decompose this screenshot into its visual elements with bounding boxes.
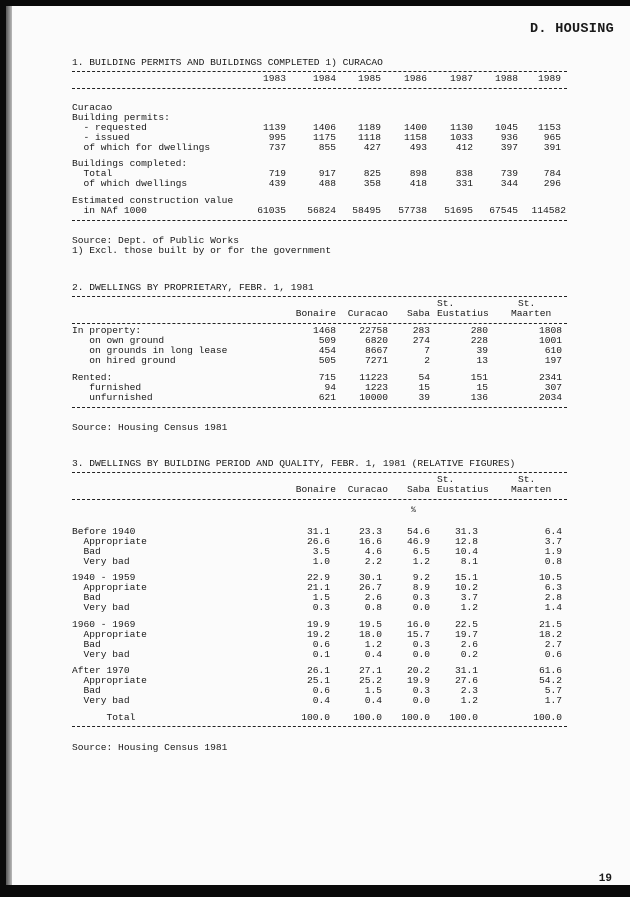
row-label: After 1970 [72, 665, 130, 676]
row-label: of which dwellings [72, 178, 188, 189]
cell: 0.0 [412, 649, 430, 660]
col-header: Maarten [511, 484, 552, 495]
cell: 19.5 [358, 619, 382, 630]
source-note: Source: Dept. of Public Works [72, 235, 239, 246]
cell: 280 [470, 325, 488, 336]
cell: 51695 [444, 205, 473, 216]
cell: 439 [268, 178, 286, 189]
cell: 2.8 [544, 592, 562, 603]
cell: 296 [543, 178, 561, 189]
cell: 25.1 [306, 675, 330, 686]
cell: 22.5 [454, 619, 478, 630]
col-header: 1989 [537, 73, 561, 84]
cell: 10.2 [454, 582, 478, 593]
col-header: 1984 [312, 73, 336, 84]
row-label: Very bad [72, 556, 130, 567]
cell: 2.3 [460, 685, 478, 696]
cell: 621 [318, 392, 336, 403]
cell: 1118 [357, 132, 381, 143]
cell: 100.0 [401, 712, 430, 723]
divider [72, 472, 567, 473]
cell: 0.3 [412, 592, 430, 603]
cell: 3.5 [312, 546, 330, 557]
cell: 1139 [262, 122, 286, 133]
source-note: Source: Housing Census 1981 [72, 742, 228, 753]
row-label: on hired ground [72, 355, 176, 366]
col-header: Bonaire [295, 484, 336, 495]
cell: 6.4 [544, 526, 562, 537]
cell: 1175 [312, 132, 336, 143]
cell: 493 [409, 142, 427, 153]
cell: 7 [424, 345, 430, 356]
cell: 2341 [538, 372, 562, 383]
cell: 1158 [403, 132, 427, 143]
cell: 61.6 [538, 665, 562, 676]
row-label: - requested [72, 122, 147, 133]
cell: 1406 [312, 122, 336, 133]
cell: 228 [470, 335, 488, 346]
group-label: Curacao [72, 102, 113, 113]
cell: 39 [418, 392, 430, 403]
cell: 0.3 [412, 639, 430, 650]
col-header: 1983 [262, 73, 286, 84]
row-label: Very bad [72, 649, 130, 660]
cell: 838 [455, 168, 473, 179]
cell: 27.1 [358, 665, 382, 676]
cell: 16.6 [358, 536, 382, 547]
cell: 784 [543, 168, 561, 179]
col-header: St. [518, 298, 536, 309]
cell: 283 [412, 325, 430, 336]
cell: 391 [543, 142, 561, 153]
row-label: Total [72, 168, 113, 179]
col-header: Saba [406, 484, 430, 495]
col-header: 1985 [357, 73, 381, 84]
row-label: 1960 - 1969 [72, 619, 136, 630]
cell: 0.4 [312, 695, 330, 706]
cell: 1.4 [544, 602, 562, 613]
cell: 1223 [364, 382, 388, 393]
cell: 8667 [364, 345, 388, 356]
group-label: Building permits: [72, 112, 170, 123]
cell: 1.0 [312, 556, 330, 567]
cell: 0.6 [544, 649, 562, 660]
col-header: St. [518, 474, 536, 485]
cell: 20.2 [406, 665, 430, 676]
cell: 12.8 [454, 536, 478, 547]
cell: 61035 [257, 205, 286, 216]
table-row [6, 393, 630, 403]
cell: 19.9 [306, 619, 330, 630]
cell: 454 [318, 345, 336, 356]
cell: 1.5 [312, 592, 330, 603]
cell: 10000 [359, 392, 388, 403]
cell: 412 [455, 142, 473, 153]
cell: 610 [544, 345, 562, 356]
cell: 31.1 [306, 526, 330, 537]
cell: 1189 [357, 122, 381, 133]
table-row [6, 557, 630, 567]
cell: 151 [470, 372, 488, 383]
cell: 67545 [489, 205, 518, 216]
cell: 1045 [494, 122, 518, 133]
row-label: - issued [72, 132, 130, 143]
row-label: Bad [72, 592, 101, 603]
cell: 1.7 [544, 695, 562, 706]
cell: 2.6 [460, 639, 478, 650]
cell: 22758 [359, 325, 388, 336]
table-row [6, 696, 630, 706]
row-label: 1940 - 1959 [72, 572, 136, 583]
cell: 2.2 [364, 556, 382, 567]
cell: 39 [476, 345, 488, 356]
divider [72, 499, 567, 500]
cell: 8.1 [460, 556, 478, 567]
row-label: Bad [72, 639, 101, 650]
col-header: St. [437, 298, 455, 309]
cell: 397 [500, 142, 518, 153]
table-row [6, 603, 630, 613]
cell: 100.0 [533, 712, 562, 723]
cell: 1153 [537, 122, 561, 133]
cell: 15.1 [454, 572, 478, 583]
cell: 8.9 [412, 582, 430, 593]
cell: 1001 [538, 335, 562, 346]
cell: 1.9 [544, 546, 562, 557]
cell: 0.1 [312, 649, 330, 660]
col-header: Maarten [511, 308, 552, 319]
row-label: In property: [72, 325, 142, 336]
cell: 936 [500, 132, 518, 143]
divider [72, 220, 567, 221]
cell: 0.6 [312, 639, 330, 650]
cell: 2.6 [364, 592, 382, 603]
cell: 15.7 [406, 629, 430, 640]
table-row [6, 650, 630, 660]
cell: 19.7 [454, 629, 478, 640]
row-label: Appropriate [72, 582, 147, 593]
cell: 1.2 [412, 556, 430, 567]
col-header: 1986 [403, 73, 427, 84]
cell: 18.0 [358, 629, 382, 640]
cell: 719 [268, 168, 286, 179]
cell: 13 [476, 355, 488, 366]
row-label: Before 1940 [72, 526, 136, 537]
cell: 15 [418, 382, 430, 393]
cell: 1.2 [460, 602, 478, 613]
table1-title: 1. BUILDING PERMITS AND BUILDINGS COMPLETED 1) CURACAO [72, 57, 383, 68]
row-label: furnished [72, 382, 142, 393]
row-label: Very bad [72, 695, 130, 706]
cell: 3.7 [544, 536, 562, 547]
col-header: Eustatius [437, 484, 489, 495]
footnote: 1) Excl. those built by or for the government [72, 245, 332, 256]
row-label: in NAf 1000 [72, 205, 147, 216]
cell: 58495 [352, 205, 381, 216]
cell: 9.2 [412, 572, 430, 583]
cell: 0.6 [312, 685, 330, 696]
cell: 488 [318, 178, 336, 189]
cell: 5.7 [544, 685, 562, 696]
cell: 6820 [364, 335, 388, 346]
cell: 4.6 [364, 546, 382, 557]
cell: 114582 [531, 205, 566, 216]
cell: 739 [500, 168, 518, 179]
cell: 307 [544, 382, 562, 393]
cell: 0.0 [412, 602, 430, 613]
cell: 3.7 [460, 592, 478, 603]
row-label: unfurnished [72, 392, 153, 403]
group-label: Estimated construction value [72, 195, 234, 206]
cell: 331 [455, 178, 473, 189]
cell: 344 [500, 178, 518, 189]
cell: 16.0 [406, 619, 430, 630]
cell: 46.9 [406, 536, 430, 547]
cell: 0.4 [364, 695, 382, 706]
cell: 6.5 [412, 546, 430, 557]
table-row [6, 143, 630, 153]
cell: 1.2 [460, 695, 478, 706]
cell: 31.1 [454, 665, 478, 676]
cell: 56824 [307, 205, 336, 216]
col-header: Curacao [347, 308, 388, 319]
cell: 2.7 [544, 639, 562, 650]
cell: 22.9 [306, 572, 330, 583]
col-header: Curacao [347, 484, 388, 495]
row-label: Total [72, 712, 136, 723]
cell: 2 [424, 355, 430, 366]
page-number: 19 [598, 873, 612, 885]
cell: 11223 [359, 372, 388, 383]
row-label: on own ground [72, 335, 165, 346]
row-label: Appropriate [72, 675, 147, 686]
cell: 26.7 [358, 582, 382, 593]
col-header: Eustatius [437, 308, 489, 319]
cell: 715 [318, 372, 336, 383]
cell: 274 [412, 335, 430, 346]
cell: 100.0 [353, 712, 382, 723]
cell: 19.2 [306, 629, 330, 640]
cell: 2034 [538, 392, 562, 403]
cell: 995 [268, 132, 286, 143]
cell: 1808 [538, 325, 562, 336]
row-label: Appropriate [72, 629, 147, 640]
total-row [6, 713, 630, 723]
cell: 427 [363, 142, 381, 153]
cell: 7271 [364, 355, 388, 366]
cell: 1.5 [364, 685, 382, 696]
table2-title: 2. DWELLINGS BY PROPRIETARY, FEBR. 1, 1981 [72, 282, 314, 293]
cell: 1033 [449, 132, 473, 143]
row-label: Bad [72, 685, 101, 696]
cell: 0.3 [412, 685, 430, 696]
row-label: on grounds in long lease [72, 345, 228, 356]
cell: 1130 [449, 122, 473, 133]
cell: 18.2 [538, 629, 562, 640]
cell: 100.0 [301, 712, 330, 723]
cell: 31.3 [454, 526, 478, 537]
unit-label: % [411, 506, 416, 515]
cell: 1468 [312, 325, 336, 336]
cell: 418 [409, 178, 427, 189]
row-label: Bad [72, 546, 101, 557]
cell: 898 [409, 168, 427, 179]
cell: 1400 [403, 122, 427, 133]
cell: 965 [543, 132, 561, 143]
group-label: Buildings completed: [72, 158, 188, 169]
cell: 197 [544, 355, 562, 366]
cell: 10.4 [454, 546, 478, 557]
cell: 825 [363, 168, 381, 179]
cell: 10.5 [538, 572, 562, 583]
source-note: Source: Housing Census 1981 [72, 422, 228, 433]
col-header: 1988 [494, 73, 518, 84]
cell: 917 [318, 168, 336, 179]
cell: 25.2 [358, 675, 382, 686]
cell: 505 [318, 355, 336, 366]
cell: 0.8 [544, 556, 562, 567]
cell: 358 [363, 178, 381, 189]
row-label: Rented: [72, 372, 113, 383]
divider [72, 88, 567, 89]
table-row [6, 179, 630, 189]
divider [72, 323, 567, 324]
cell: 19.9 [406, 675, 430, 686]
divider [72, 71, 567, 72]
cell: 26.1 [306, 665, 330, 676]
table3-title: 3. DWELLINGS BY BUILDING PERIOD AND QUALITY, FEBR. 1, 1981 (RELATIVE FIGURES) [72, 458, 516, 469]
section-heading: D. HOUSING [529, 22, 614, 37]
cell: 0.2 [460, 649, 478, 660]
cell: 136 [470, 392, 488, 403]
cell: 54 [418, 372, 430, 383]
cell: 54.6 [406, 526, 430, 537]
cell: 21.5 [538, 619, 562, 630]
table-row [6, 356, 630, 366]
cell: 21.1 [306, 582, 330, 593]
cell: 0.8 [364, 602, 382, 613]
cell: 27.6 [454, 675, 478, 686]
cell: 26.6 [306, 536, 330, 547]
cell: 0.3 [312, 602, 330, 613]
row-label: Very bad [72, 602, 130, 613]
document-page [6, 6, 630, 885]
cell: 23.3 [358, 526, 382, 537]
col-header: 1987 [449, 73, 473, 84]
cell: 57738 [398, 205, 427, 216]
divider [72, 296, 567, 297]
col-header: Saba [406, 308, 430, 319]
cell: 6.3 [544, 582, 562, 593]
divider [72, 407, 567, 408]
col-header: Bonaire [295, 308, 336, 319]
cell: 509 [318, 335, 336, 346]
cell: 0.0 [412, 695, 430, 706]
cell: 855 [318, 142, 336, 153]
col-header: St. [437, 474, 455, 485]
cell: 737 [268, 142, 286, 153]
row-label: of which for dwellings [72, 142, 211, 153]
cell: 30.1 [358, 572, 382, 583]
cell: 1.2 [364, 639, 382, 650]
cell: 0.4 [364, 649, 382, 660]
cell: 100.0 [449, 712, 478, 723]
table-row [6, 206, 630, 216]
cell: 15 [476, 382, 488, 393]
cell: 54.2 [538, 675, 562, 686]
divider [72, 726, 567, 727]
row-label: Appropriate [72, 536, 147, 547]
cell: 94 [324, 382, 336, 393]
